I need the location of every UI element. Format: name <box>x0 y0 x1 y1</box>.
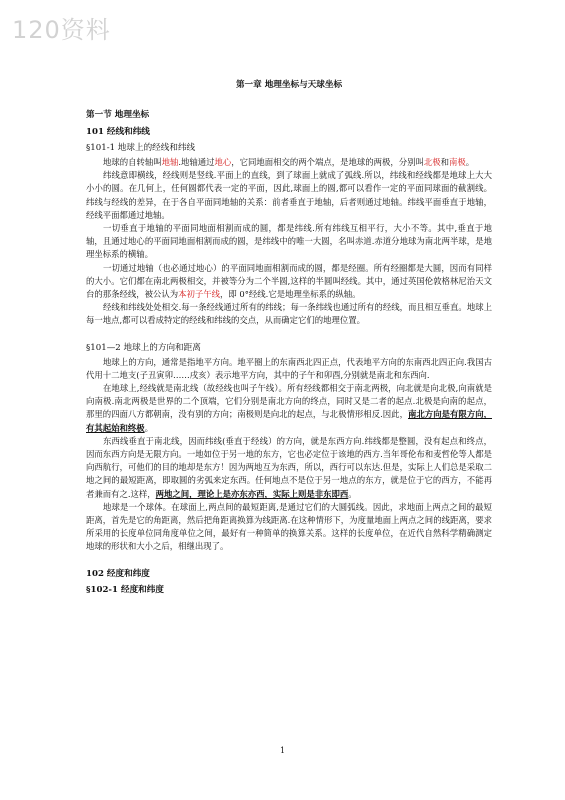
emphasis-east-west: 两地之间，理论上是亦东亦西，实际上则是非东即西 <box>155 488 349 499</box>
subsection-heading-102: 102 经度和纬度 <box>86 568 150 579</box>
page-number: 1 <box>279 746 286 755</box>
paragraph-intersections: 经线和纬线处处相交.每一条经线通过所有的纬线；每一条纬线也通过所有的经线，而且相互垂直。地球上每一地点,都可以看成特定的经线和纬线的交点，从而确定它们的地理位置。 <box>86 302 492 326</box>
chapter-title: 第一章 地理坐标与天球坐标 <box>235 80 343 90</box>
highlight-prime-meridian: 本初子午线 <box>178 289 220 300</box>
subsubsection-heading-101-1: §101-1 地球上的经线和纬线 <box>86 143 196 153</box>
paragraph-earth-axis: 地球的自转轴叫地轴.地轴通过地心，它同地面相交的两个端点，是地球的两极，分别叫北极和南极。 <box>103 157 475 167</box>
subsection-heading-101: 101 经线和纬线 <box>86 127 150 137</box>
subsubsection-heading-102-1: §102-1 经度和纬度 <box>86 584 164 595</box>
paragraph-north-south: 在地球上,经线就是南北线（故经线也叫子午线）。所有经线都相交于南北两极，向北就是向北极,向南就是向南极.南北两极是世界的二个顶端，它们分别是南北方向的终点，同时又是二者的起点.北极是向南的起点，那里的四面八方都朝南，没有别的方向；南极则是向北的起点，与北极情形相反.因此，南北方向是有限方向，有其起始和终极。 <box>86 383 492 433</box>
emphasis-north-south-finite: 南北方向是有限方向，有其起始和终极 <box>86 409 492 433</box>
highlight-south-pole: 南极 <box>449 157 466 167</box>
document-page <box>86 72 492 598</box>
paragraph-meridian-circles: 一切通过地轴（也必通过地心）的平面同地面相割而成的圆，都是经圈。所有经圈都是大圆，因而有同样的大小。它们都在南北两极相交，并被等分为二个半圆,这样的半圆叫经线。其中，通过英国伦敦格林尼治天文台的那条经线，被公认为本初子午线，即 0°经线.它是地理坐标系的纵轴。 <box>86 262 492 300</box>
highlight-axis: 地轴 <box>161 157 179 167</box>
subsubsection-heading-101-2: §101—2 地球上的方向和距离 <box>86 342 201 353</box>
watermark: 120资料 <box>12 16 111 44</box>
paragraph-directions: 地球上的方向，通常是指地平方向。地平圈上的东南西北四正点，代表地平方向的东南西北四正向.我国古代用十二地支(子丑寅卯……戌亥）表示地平方向，其中的子午和卯酉,分别就是南北和东西向. <box>86 356 492 380</box>
paragraph-east-west: 东西线垂直于南北线，因而纬线(垂直于经线）的方向，就是东西方向.纬线都是整圆，没有起点和终点，因而东西方向是无限方向。一地如位于另一地的东方，它也必定位于该地的西方.当年哥伦布和麦哲伦等人都是向西航行，可他们的目的地却是东方！因为两地互为东西，所以，西行可以东达.但是，实际上人们总是采取二地之间的最短距离，即取圆的劣弧来定东西。任何地点不是位于另一地点的东方，就是位于它的西方，不能再者兼而有之.这样，两地之间，理论上是亦东亦西，实际上则是非东即西。 <box>86 435 492 499</box>
paragraph-distance: 地球是一个球体。在球面上,两点间的最短距离,是通过它们的大圆弧线。因此，求地面上两点之间的最短距离，首先是它的角距离，然后把角距离换算为线距离.在这种情形下，为度量地面上两点之间的线距离，要求所采用的长度单位同角度单位之间，最好有一种简单的换算关系。这样的长度单位，在近代自然科学精确测定地球的形状和大小之后，相继出现了。 <box>86 501 492 552</box>
paragraph-lines-definition: 纬线意即横线，经线则是竖线.平面上的直线，到了球面上就成了弧线.所以，纬线和经线都是地球上大大小小的圆。在几何上，任何圆都代表一定的平面，因此,球面上的圆,都可以看作一定的平面同球面的截割线。纬线与经线的差异，在于各自平面同地轴的关系：前者垂直于地轴，后者则通过地轴。纬线平面垂直于地轴，经线平面都通过地轴。 <box>86 170 492 220</box>
highlight-earth-center: 地心 <box>214 157 232 167</box>
section-heading: 第一节 地理坐标 <box>86 110 150 120</box>
paragraph-latitude-circles: 一切垂直于地轴的平面同地面相割而成的圆，都是纬线.所有纬线互相平行，大小不等。其中,垂直于地轴，且通过地心的平面同地面相割而成的圆，是纬线中的唯一大圆，名叫赤道.赤道分地球为南北两半球，是地理坐标系的横轴。 <box>86 223 492 260</box>
highlight-north-pole: 北极 <box>423 157 441 167</box>
